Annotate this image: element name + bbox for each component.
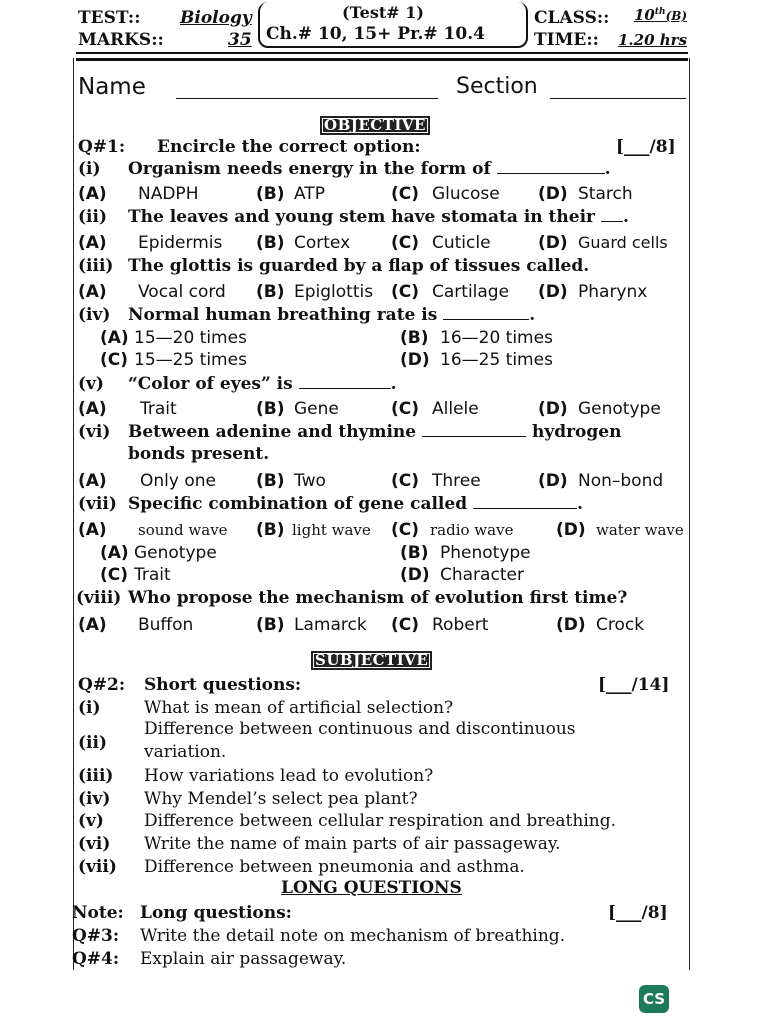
q2-iv-text: Why Mendel’s select pea plant? (144, 789, 418, 809)
opt-b-label: (B) (400, 543, 429, 563)
q2-iii-text: How variations lead to evolution? (144, 766, 434, 786)
note-text: Long questions: (140, 903, 292, 923)
opt-d-label: (D) (556, 520, 586, 540)
opt-d-label: (D) (538, 471, 568, 491)
q2-v-text: Difference between cellular respiration and breathing. (144, 811, 617, 831)
q1-vii-row1-c: radio wave (430, 521, 514, 539)
time-value: 1.20 hrs (618, 31, 688, 49)
q1-iv-opt-d: 16—25 times (440, 350, 553, 370)
answer-blank (443, 305, 529, 320)
opt-c-label: (C) (391, 399, 420, 419)
opt-c-label: (C) (391, 615, 420, 635)
q1-ii-num: (ii) (78, 207, 108, 227)
q1-iv-opt-c: 15—25 times (134, 350, 247, 370)
class-sup: th (654, 7, 666, 17)
q1-vi-opt-a: Only one (140, 471, 216, 491)
q2-text: Short questions: (144, 675, 302, 695)
time-label: TIME:: (534, 30, 599, 50)
q1-i-text: Organism needs energy in the form of . (128, 159, 611, 179)
q1-vii-row1-a: sound wave (138, 521, 228, 539)
q1-viii-opt-b: Lamarck (294, 615, 367, 635)
q1-v-opt-c: Allele (432, 399, 479, 419)
q1-vii-row2-c: Trait (134, 565, 171, 585)
answer-blank (601, 207, 623, 222)
opt-a-label: (A) (78, 282, 107, 302)
section-label: Section (456, 74, 538, 99)
opt-d-label: (D) (538, 233, 568, 253)
q2-i-num: (i) (78, 698, 101, 718)
marks-value: 35 (228, 30, 252, 50)
left-margin-line (73, 58, 74, 970)
opt-c-label: (C) (391, 184, 420, 204)
q2-label: Q#2: (78, 675, 126, 695)
class-value (634, 6, 687, 24)
subjective-tag: SUBJECTIVE (311, 651, 432, 670)
q1-ii-opt-d: Guard cells (578, 233, 668, 252)
opt-b-label: (B) (256, 282, 285, 302)
section-field[interactable] (550, 98, 686, 99)
subject-value: Biology (180, 8, 252, 28)
q4-label: Q#4: (72, 949, 120, 969)
opt-d-label: (D) (538, 184, 568, 204)
name-field[interactable] (176, 98, 438, 99)
opt-b-label: (B) (256, 471, 285, 491)
opt-a-label: (A) (78, 233, 107, 253)
q1-marks: [___/8] (616, 137, 676, 157)
answer-blank (473, 494, 577, 509)
opt-b-label: (B) (256, 233, 285, 253)
q1-vi-cont: bonds present. (128, 444, 270, 464)
opt-c-label: (C) (391, 471, 420, 491)
opt-d-label: (D) (538, 282, 568, 302)
q1-ii-opt-b: Cortex (294, 233, 351, 253)
q1-iii-opt-c: Cartilage (432, 282, 510, 302)
q1-iv-opt-a: 15—20 times (134, 328, 247, 348)
marks-label: MARKS:: (78, 30, 164, 50)
camscanner-logo-icon: CS (639, 985, 669, 1013)
test-number: (Test# 1) (342, 3, 424, 22)
answer-blank (422, 422, 526, 437)
q1-iii-opt-d: Pharynx (578, 282, 648, 302)
test-label: TEST:: (78, 8, 141, 28)
q2-ii-cont: variation. (144, 742, 227, 762)
header-rule-top (76, 52, 688, 54)
q2-ii-text: Difference between continuous and discontinuous (144, 719, 576, 739)
q1-vii-row2-b: Phenotype (440, 543, 531, 563)
opt-d-label: (D) (400, 350, 430, 370)
q1-v-opt-a: Trait (140, 399, 177, 419)
q1-v-opt-d: Genotype (578, 399, 661, 419)
q3-text: Write the detail note on mechanism of breathing. (140, 926, 566, 946)
header-rule-bottom (76, 58, 688, 61)
q1-vi-text: Between adenine and thymine hydrogen (128, 422, 622, 442)
right-margin-line (689, 58, 690, 970)
q1-vi-opt-d: Non–bond (578, 471, 664, 491)
opt-a-label: (A) (78, 471, 107, 491)
q2-vii-text: Difference between pneumonia and asthma. (144, 857, 525, 877)
objective-tag: OBJECTIVE (320, 116, 430, 135)
q1-i-opt-d: Starch (578, 184, 633, 204)
q2-vi-num: (vi) (78, 834, 111, 854)
opt-c-label: (C) (391, 520, 420, 540)
opt-a-label: (A) (78, 184, 107, 204)
opt-d-label: (D) (556, 615, 586, 635)
q1-v-opt-b: Gene (294, 399, 339, 419)
class-label: CLASS:: (534, 8, 610, 28)
class-section: (B) (665, 9, 688, 23)
opt-d-label: (D) (538, 399, 568, 419)
q1-text: Encircle the correct option: (157, 137, 421, 157)
q2-vii-num: (vii) (78, 857, 117, 877)
q2-iii-num: (iii) (78, 766, 114, 786)
q1-i-num: (i) (78, 159, 101, 179)
q1-iii-text: The glottis is guarded by a flap of tissues called. (128, 256, 590, 276)
q1-label: Q#1: (78, 137, 126, 157)
note-label: Note: (72, 903, 124, 923)
q1-i-opt-b: ATP (294, 184, 325, 204)
q1-viii-text: Who propose the mechanism of evolution first time? (128, 588, 628, 608)
q1-v-num: (v) (78, 374, 104, 394)
q1-iv-num: (iv) (78, 305, 111, 325)
q1-viii-num: (viii) (76, 588, 122, 608)
opt-c-label: (C) (391, 282, 420, 302)
q1-iii-opt-a: Vocal cord (138, 282, 226, 302)
q1-vi-num: (vi) (78, 422, 111, 442)
opt-b-label: (B) (400, 328, 429, 348)
opt-b-label: (B) (256, 615, 285, 635)
q1-ii-text: The leaves and young stem have stomata in their . (128, 207, 629, 227)
q1-ii-opt-c: Cuticle (432, 233, 491, 253)
q1-vii-text: Specific combination of gene called . (128, 494, 583, 514)
answer-blank (299, 374, 391, 389)
q1-vii-row2-a: Genotype (134, 543, 217, 563)
opt-a-label: (A) (78, 520, 107, 540)
q1-i-opt-c: Glucose (432, 184, 500, 204)
q1-viii-opt-d: Crock (596, 615, 645, 635)
answer-blank (497, 159, 605, 174)
name-label: Name (78, 74, 146, 100)
q3-label: Q#3: (72, 926, 120, 946)
q1-iii-num: (iii) (78, 256, 114, 276)
q2-marks: [___/14] (598, 675, 670, 695)
q1-vi-opt-c: Three (432, 471, 481, 491)
q1-ii-opt-a: Epidermis (138, 233, 223, 253)
q2-vi-text: Write the name of main parts of air passageway. (144, 834, 561, 854)
q1-iv-opt-b: 16—20 times (440, 328, 553, 348)
q1-vi-opt-b: Two (294, 471, 326, 491)
opt-c-label: (C) (100, 565, 129, 585)
opt-b-label: (B) (256, 184, 285, 204)
q1-i-opt-a: NADPH (138, 184, 199, 204)
q2-v-num: (v) (78, 811, 104, 831)
opt-a-label: (A) (78, 399, 107, 419)
opt-c-label: (C) (100, 350, 129, 370)
q1-v-text: “Color of eyes” is . (128, 374, 397, 394)
note-marks: [___/8] (608, 903, 668, 923)
opt-a-label: (A) (100, 543, 129, 563)
long-questions-heading: LONG QUESTIONS (281, 878, 462, 898)
q1-iii-opt-b: Epiglottis (294, 282, 374, 302)
q2-i-text: What is mean of artificial selection? (144, 698, 454, 718)
opt-b-label: (B) (256, 520, 285, 540)
q1-viii-opt-c: Robert (432, 615, 489, 635)
q1-vii-row2-d: Character (440, 565, 524, 585)
q1-vii-row1-d: water wave (596, 521, 684, 539)
opt-c-label: (C) (391, 233, 420, 253)
q1-viii-opt-a: Buffon (138, 615, 194, 635)
chapters: Ch.# 10, 15+ Pr.# 10.4 (266, 24, 485, 44)
q1-iv-text: Normal human breathing rate is . (128, 305, 536, 325)
q1-vii-num: (vii) (78, 494, 117, 514)
q2-iv-num: (iv) (78, 789, 111, 809)
opt-d-label: (D) (400, 565, 430, 585)
q1-vii-row1-b: light wave (292, 521, 371, 539)
opt-a-label: (A) (100, 328, 129, 348)
opt-a-label: (A) (78, 615, 107, 635)
q2-ii-num: (ii) (78, 733, 108, 753)
q4-text: Explain air passageway. (140, 949, 347, 969)
opt-b-label: (B) (256, 399, 285, 419)
class-number: 10 (634, 6, 655, 24)
